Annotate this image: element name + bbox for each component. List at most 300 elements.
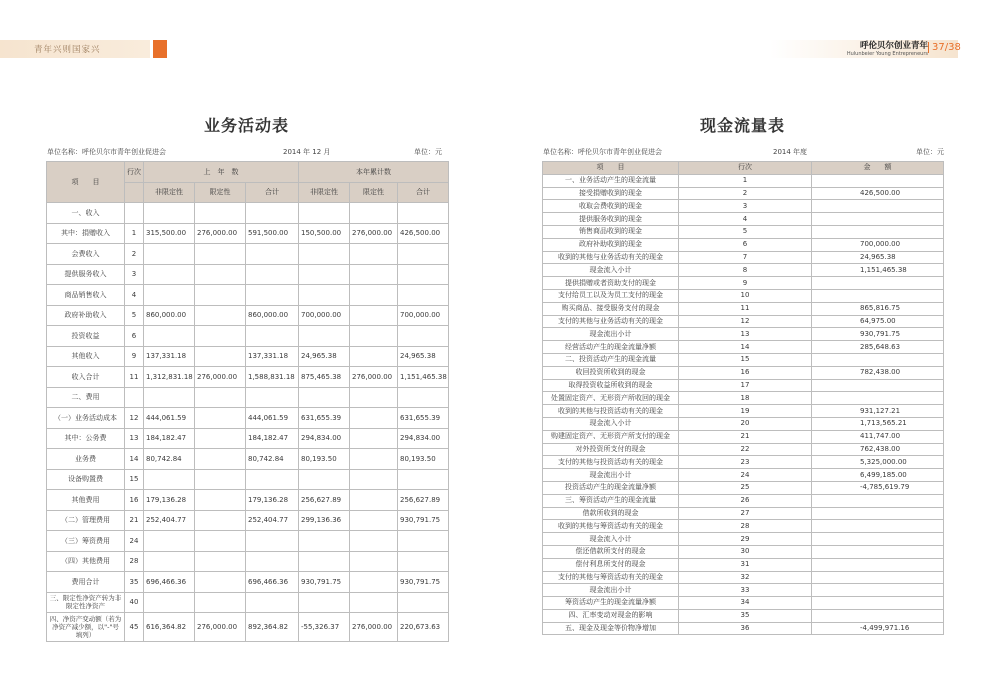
row-line: 30 <box>679 545 812 558</box>
row-line <box>125 387 144 408</box>
row-amount <box>812 174 944 187</box>
row-value <box>144 387 195 408</box>
table-row <box>543 571 944 584</box>
table-row <box>543 353 944 366</box>
row-value <box>246 551 299 572</box>
row-value: 315,500.00 <box>144 223 195 244</box>
row-value <box>195 428 246 449</box>
row-value <box>299 326 350 347</box>
row-value <box>350 203 398 224</box>
row-value <box>299 203 350 224</box>
row-value: 1,312,831.18 <box>144 367 195 388</box>
row-value: 252,404.77 <box>144 510 195 531</box>
table-row <box>543 405 944 418</box>
row-amount <box>812 353 944 366</box>
header-total: 合计 <box>246 182 299 203</box>
row-value: 276,000.00 <box>350 367 398 388</box>
row-value <box>144 531 195 552</box>
table-row <box>47 203 449 224</box>
table-row <box>543 174 944 187</box>
table-row <box>543 520 944 533</box>
row-value: 294,834.00 <box>398 428 449 449</box>
table-row <box>543 366 944 379</box>
row-line: 4 <box>679 213 812 226</box>
header-line: 行次 <box>125 162 144 183</box>
row-line: 36 <box>679 622 812 635</box>
header-ytd: 本年累计数 <box>299 162 449 183</box>
row-value <box>195 469 246 490</box>
row-line: 16 <box>125 490 144 511</box>
row-value <box>195 408 246 429</box>
row-line: 15 <box>125 469 144 490</box>
row-value <box>299 285 350 306</box>
row-item: 其中：捐赠收入 <box>47 223 125 244</box>
row-amount <box>812 277 944 290</box>
row-value: 276,000.00 <box>350 223 398 244</box>
table-row <box>47 223 449 244</box>
row-value: 80,742.84 <box>144 449 195 470</box>
row-item: 业务费 <box>47 449 125 470</box>
row-value <box>299 469 350 490</box>
row-item: （四）其他费用 <box>47 551 125 572</box>
row-value <box>350 305 398 326</box>
right-period: 2014 年度 <box>773 148 808 156</box>
row-item: 支付的其他与筹资活动有关的现金 <box>543 571 679 584</box>
row-item: 会费收入 <box>47 244 125 265</box>
table-row <box>47 469 449 490</box>
row-value: 179,136.28 <box>144 490 195 511</box>
row-line: 26 <box>679 494 812 507</box>
row-item: 商品销售收入 <box>47 285 125 306</box>
row-line: 35 <box>679 609 812 622</box>
row-value <box>398 244 449 265</box>
row-amount <box>812 571 944 584</box>
row-amount <box>812 225 944 238</box>
row-value <box>195 449 246 470</box>
row-value <box>195 346 246 367</box>
row-value: 696,466.36 <box>144 572 195 593</box>
table-row <box>543 200 944 213</box>
row-value <box>350 469 398 490</box>
table-row <box>47 613 449 642</box>
table-row <box>543 469 944 482</box>
row-item: 处置固定资产、无形资产所收回的现金 <box>543 392 679 405</box>
row-line: 7 <box>679 251 812 264</box>
row-value <box>299 244 350 265</box>
row-value <box>299 592 350 613</box>
row-amount: -4,785,619.79 <box>812 481 944 494</box>
header-prev-year: 上 年 数 <box>144 162 299 183</box>
row-item: 三、限定性净资产转为非限定性净资产 <box>47 592 125 613</box>
row-item: 政府补助收到的现金 <box>543 238 679 251</box>
table-row <box>543 494 944 507</box>
row-value: 631,655.39 <box>398 408 449 429</box>
row-amount: 700,000.00 <box>812 238 944 251</box>
row-item: 二、费用 <box>47 387 125 408</box>
header-slogan: 青年兴则国家兴 <box>34 45 101 55</box>
row-value <box>350 244 398 265</box>
row-amount <box>812 213 944 226</box>
row-value <box>246 531 299 552</box>
row-line: 8 <box>679 264 812 277</box>
row-item: 收到的其他与筹资活动有关的现金 <box>543 520 679 533</box>
row-value <box>350 551 398 572</box>
row-value <box>246 244 299 265</box>
row-value <box>350 510 398 531</box>
row-line: 1 <box>125 223 144 244</box>
activity-statement-title: 业务活动表 <box>204 116 290 135</box>
row-line: 11 <box>679 302 812 315</box>
row-item: 购买商品、接受服务支付的现金 <box>543 302 679 315</box>
left-unit-name: 单位名称：呼伦贝尔市青年创业促进会 <box>47 148 166 156</box>
row-value <box>299 551 350 572</box>
row-value: 137,331.18 <box>144 346 195 367</box>
row-line: 24 <box>679 469 812 482</box>
row-item: 收到的其他与业务活动有关的现金 <box>543 251 679 264</box>
row-value <box>350 592 398 613</box>
row-amount: 24,965.38 <box>812 251 944 264</box>
row-line: 31 <box>679 558 812 571</box>
table-row <box>543 456 944 469</box>
row-amount: -4,499,971.16 <box>812 622 944 635</box>
row-line: 33 <box>679 584 812 597</box>
row-line: 5 <box>125 305 144 326</box>
row-value: 276,000.00 <box>195 367 246 388</box>
table-row <box>47 387 449 408</box>
row-item: 偿还借款所支付的现金 <box>543 545 679 558</box>
row-value <box>144 244 195 265</box>
row-value <box>299 387 350 408</box>
row-value <box>195 490 246 511</box>
table-row <box>543 533 944 546</box>
right-unit-name: 单位名称：呼伦贝尔市青年创业促进会 <box>543 148 662 156</box>
row-value <box>398 469 449 490</box>
row-item: 其他费用 <box>47 490 125 511</box>
row-line: 40 <box>125 592 144 613</box>
row-amount <box>812 200 944 213</box>
row-line: 1 <box>679 174 812 187</box>
row-amount <box>812 545 944 558</box>
table-row <box>543 264 944 277</box>
row-line <box>125 203 144 224</box>
row-amount: 411,747.00 <box>812 430 944 443</box>
row-amount <box>812 494 944 507</box>
row-value <box>350 449 398 470</box>
row-value: 444,061.59 <box>246 408 299 429</box>
row-value: 591,500.00 <box>246 223 299 244</box>
row-item: 政府补助收入 <box>47 305 125 326</box>
brand-logo <box>840 41 928 57</box>
row-item: 偿付利息所支付的现金 <box>543 558 679 571</box>
row-value <box>398 285 449 306</box>
row-item: 投资活动产生的现金流量净额 <box>543 481 679 494</box>
row-value <box>246 592 299 613</box>
row-value: 426,500.00 <box>398 223 449 244</box>
row-value <box>246 203 299 224</box>
row-amount: 426,500.00 <box>812 187 944 200</box>
row-value: 875,465.38 <box>299 367 350 388</box>
row-amount: 930,791.75 <box>812 328 944 341</box>
row-item: 费用合计 <box>47 572 125 593</box>
row-line: 34 <box>679 597 812 610</box>
row-item: 投资收益 <box>47 326 125 347</box>
row-item: 提供服务收到的现金 <box>543 213 679 226</box>
left-period: 2014 年 12 月 <box>283 148 331 156</box>
row-value <box>398 203 449 224</box>
table-row <box>543 507 944 520</box>
table-row <box>543 622 944 635</box>
table-row <box>47 572 449 593</box>
right-unit: 单位：元 <box>916 148 944 156</box>
header-restricted: 限定性 <box>195 182 246 203</box>
row-amount: 5,325,000.00 <box>812 456 944 469</box>
row-amount <box>812 520 944 533</box>
table-row <box>543 302 944 315</box>
row-line: 11 <box>125 367 144 388</box>
row-line: 3 <box>125 264 144 285</box>
row-value: 24,965.38 <box>299 346 350 367</box>
row-value <box>350 264 398 285</box>
row-line: 14 <box>679 341 812 354</box>
row-value <box>398 551 449 572</box>
table-row <box>543 481 944 494</box>
row-item: 现金流出小计 <box>543 469 679 482</box>
row-amount: 64,975.00 <box>812 315 944 328</box>
row-value <box>144 203 195 224</box>
row-value: 631,655.39 <box>299 408 350 429</box>
accent-square <box>153 40 167 58</box>
row-line: 21 <box>125 510 144 531</box>
row-value: 80,193.50 <box>299 449 350 470</box>
row-value: 444,061.59 <box>144 408 195 429</box>
row-amount <box>812 597 944 610</box>
row-value <box>246 387 299 408</box>
row-item: 收回投资所收到的现金 <box>543 366 679 379</box>
row-amount <box>812 584 944 597</box>
row-value: 294,834.00 <box>299 428 350 449</box>
row-line: 10 <box>679 289 812 302</box>
row-value <box>350 531 398 552</box>
row-item: 收取会费收到的现金 <box>543 200 679 213</box>
row-value <box>398 387 449 408</box>
row-value <box>350 346 398 367</box>
row-item: 一、业务活动产生的现金流量 <box>543 174 679 187</box>
row-value <box>195 592 246 613</box>
row-item: 支付给员工以及为员工支付的现金 <box>543 289 679 302</box>
row-item: 收到的其他与投资活动有关的现金 <box>543 405 679 418</box>
row-value: 930,791.75 <box>398 572 449 593</box>
row-line: 22 <box>679 443 812 456</box>
cashflow-statement-table <box>542 161 944 635</box>
row-item: 提供捐赠或者资助支付的现金 <box>543 277 679 290</box>
row-item: 其他收入 <box>47 346 125 367</box>
table-row <box>543 392 944 405</box>
row-value <box>195 244 246 265</box>
row-amount <box>812 609 944 622</box>
table-row <box>47 285 449 306</box>
row-line: 28 <box>125 551 144 572</box>
row-value: 276,000.00 <box>195 613 246 642</box>
row-line: 20 <box>679 417 812 430</box>
row-value <box>195 203 246 224</box>
row-value <box>299 264 350 285</box>
row-amount: 865,816.75 <box>812 302 944 315</box>
row-value <box>195 305 246 326</box>
row-value: 276,000.00 <box>350 613 398 642</box>
table-row <box>543 379 944 392</box>
row-value: 860,000.00 <box>144 305 195 326</box>
row-value: 220,673.63 <box>398 613 449 642</box>
table-row <box>543 558 944 571</box>
header-unrestricted: 非限定性 <box>299 182 350 203</box>
row-value <box>144 285 195 306</box>
table-row <box>543 341 944 354</box>
row-value <box>350 408 398 429</box>
row-value: 1,151,465.38 <box>398 367 449 388</box>
row-value: 696,466.36 <box>246 572 299 593</box>
table-row <box>47 326 449 347</box>
row-value: 184,182.47 <box>246 428 299 449</box>
row-line: 4 <box>125 285 144 306</box>
row-item: 支付的其他与业务活动有关的现金 <box>543 315 679 328</box>
header-blank <box>125 182 144 203</box>
row-line: 23 <box>679 456 812 469</box>
row-amount: 1,151,465.38 <box>812 264 944 277</box>
row-value: 616,364.82 <box>144 613 195 642</box>
header-unrestricted: 非限定性 <box>144 182 195 203</box>
table-row <box>543 238 944 251</box>
header-total: 合计 <box>398 182 449 203</box>
row-value <box>144 264 195 285</box>
row-line: 14 <box>125 449 144 470</box>
row-amount: 762,438.00 <box>812 443 944 456</box>
row-line: 15 <box>679 353 812 366</box>
row-item: 借款所收到的现金 <box>543 507 679 520</box>
row-value <box>350 572 398 593</box>
row-value <box>246 285 299 306</box>
row-value <box>195 572 246 593</box>
cashflow-statement-title: 现金流量表 <box>700 116 786 135</box>
row-item: 现金流入小计 <box>543 264 679 277</box>
row-value: 80,193.50 <box>398 449 449 470</box>
row-line: 13 <box>125 428 144 449</box>
row-item: 四、汇率变动对现金的影响 <box>543 609 679 622</box>
table-header-row <box>47 162 449 183</box>
row-value <box>398 264 449 285</box>
row-amount: 782,438.00 <box>812 366 944 379</box>
row-item: 三、筹资活动产生的现金流量 <box>543 494 679 507</box>
row-value: 179,136.28 <box>246 490 299 511</box>
table-row <box>543 545 944 558</box>
header-line: 行次 <box>679 162 812 175</box>
row-item: 购建固定资产、无形资产所支付的现金 <box>543 430 679 443</box>
row-value <box>195 510 246 531</box>
row-value: 930,791.75 <box>299 572 350 593</box>
row-item: 二、投资活动产生的现金流量 <box>543 353 679 366</box>
row-value: 256,627.89 <box>299 490 350 511</box>
table-row <box>543 443 944 456</box>
row-value <box>246 326 299 347</box>
table-row <box>543 430 944 443</box>
row-amount <box>812 289 944 302</box>
row-item: 支付的其他与投资活动有关的现金 <box>543 456 679 469</box>
row-value: -55,326.37 <box>299 613 350 642</box>
row-line: 9 <box>125 346 144 367</box>
row-value <box>350 428 398 449</box>
row-value <box>195 387 246 408</box>
row-value <box>246 469 299 490</box>
row-line: 32 <box>679 571 812 584</box>
row-amount: 1,713,565.21 <box>812 417 944 430</box>
table-row <box>543 597 944 610</box>
row-value <box>195 264 246 285</box>
row-amount: 931,127.21 <box>812 405 944 418</box>
brand-name-en: Hulunbeier Young Entrepreneurs <box>846 51 928 57</box>
row-line: 45 <box>125 613 144 642</box>
row-value: 184,182.47 <box>144 428 195 449</box>
row-amount: 6,499,185.00 <box>812 469 944 482</box>
table-row <box>47 551 449 572</box>
table-row <box>47 346 449 367</box>
row-item: 现金流出小计 <box>543 328 679 341</box>
table-row <box>47 264 449 285</box>
row-value: 700,000.00 <box>398 305 449 326</box>
activity-statement-table <box>46 161 449 642</box>
row-line: 35 <box>125 572 144 593</box>
row-item: 经营活动产生的现金流量净额 <box>543 341 679 354</box>
row-amount <box>812 392 944 405</box>
row-amount <box>812 533 944 546</box>
table-row <box>47 367 449 388</box>
page-numbers: 37/38 <box>928 42 961 53</box>
table-row <box>47 428 449 449</box>
row-value <box>299 531 350 552</box>
row-value <box>398 592 449 613</box>
table-row <box>47 449 449 470</box>
row-item: 现金流入小计 <box>543 533 679 546</box>
header-item: 项 目 <box>543 162 679 175</box>
row-value: 1,588,831.18 <box>246 367 299 388</box>
row-item: （一）业务活动成本 <box>47 408 125 429</box>
table-row <box>47 244 449 265</box>
row-value: 150,500.00 <box>299 223 350 244</box>
row-line: 27 <box>679 507 812 520</box>
row-line: 19 <box>679 405 812 418</box>
row-item: 收入合计 <box>47 367 125 388</box>
row-item: 筹资活动产生的现金流量净额 <box>543 597 679 610</box>
table-row <box>543 213 944 226</box>
row-line: 12 <box>679 315 812 328</box>
row-line: 25 <box>679 481 812 494</box>
row-value: 860,000.00 <box>246 305 299 326</box>
row-item: 提供服务收入 <box>47 264 125 285</box>
row-line: 12 <box>125 408 144 429</box>
row-value <box>246 264 299 285</box>
row-line: 6 <box>679 238 812 251</box>
table-row <box>47 592 449 613</box>
row-value <box>195 285 246 306</box>
row-item: 销售商品收到的现金 <box>543 225 679 238</box>
row-item: （三）筹资费用 <box>47 531 125 552</box>
row-item: 设备购置费 <box>47 469 125 490</box>
brand-name-zh: 呼伦贝尔创业青年 <box>859 41 928 51</box>
table-row <box>543 187 944 200</box>
row-line: 24 <box>125 531 144 552</box>
row-line: 5 <box>679 225 812 238</box>
row-item: 取得投资收益所收到的现金 <box>543 379 679 392</box>
row-value <box>195 326 246 347</box>
row-line: 13 <box>679 328 812 341</box>
